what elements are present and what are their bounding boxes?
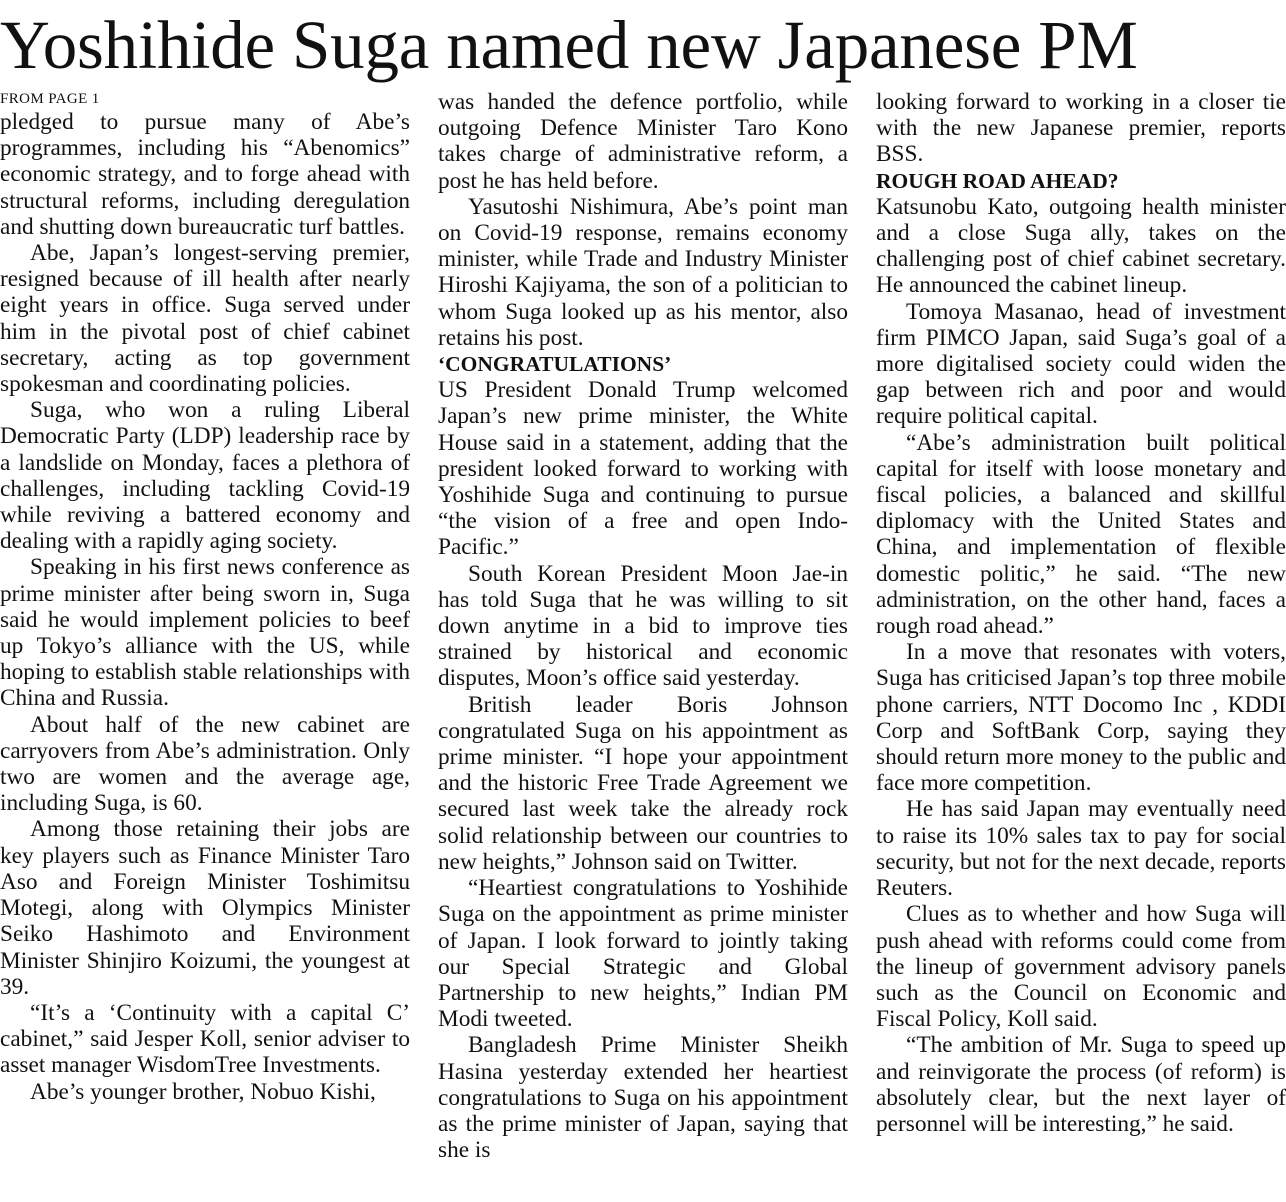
body-paragraph: was handed the defence portfolio, while outgoing Defence Minister Taro Kono takes charge of administrative reform, a post he has held before. — [438, 89, 848, 194]
body-paragraph: Speaking in his first news conference as prime minister after being sworn in, Suga said he would implement policies to beef up Tokyo’s alliance with the US, while hoping to establish stable relationships with China and Russia. — [0, 554, 410, 712]
body-paragraph: “Abe’s administration built political capital for itself with loose monetary and fiscal policies, a balanced and skillful diplomacy with the United States and China, and implementation of flexible domestic politic,” he said. “The new administration, on the other hand, faces a rough road ahead.” — [876, 429, 1286, 640]
body-paragraph: In a move that resonates with voters, Suga has criticised Japan’s top three mobile phone carriers, NTT Docomo Inc , KDDI Corp and SoftBank Corp, saying they should return more money to the public and face more competition. — [876, 639, 1286, 797]
body-paragraph: “Heartiest congratulations to Yoshihide Suga on the appointment as prime minister of Japan. I look forward to jointly taking our Special Strategic and Global Partnership to new heights,” Indian PM Modi tweeted. — [438, 875, 848, 1033]
subheading: ‘CONGRATULATIONS’ — [438, 352, 672, 377]
body-paragraph: South Korean President Moon Jae-in has told Suga that he was willing to sit down anytime in a bid to improve ties strained by historical and economic disputes, Moon’s office said yesterday. — [438, 560, 848, 692]
body-paragraph: “The ambition of Mr. Suga to speed up and reinvigorate the process (of reform) is absolutely clear, but the next layer of personnel will be interesting,” he said. — [876, 1032, 1286, 1137]
body-paragraph: Clues as to whether and how Suga will push ahead with reforms could come from the lineup of government advisory panels such as the Council on Economic and Fiscal Policy, Koll said. — [876, 901, 1286, 1033]
body-paragraph: Suga, who won a ruling Liberal Democratic Party (LDP) leadership race by a landslide on Monday, faces a plethora of challenges, including tackling Covid-19 while reviving a battered economy and dealing with a rapidly aging society. — [0, 397, 410, 555]
body-paragraph: British leader Boris Johnson congratulated Suga on his appointment as prime minister. “I hope your appointment and the historic Free Trade Agreement we secured last week take the already rock solid relationship between our countries to new heights,” Johnson said on Twitter. — [438, 691, 848, 875]
body-paragraph: Bangladesh Prime Minister Sheikh Hasina yesterday extended her heartiest congratulations to Suga on his appointment as the prime minister of Japan, saying that she is — [438, 1032, 848, 1164]
body-paragraph: Katsunobu Kato, outgoing health minister and a close Suga ally, takes on the challenging post of chief cabinet secretary. He announced the cabinet lineup. — [876, 193, 1286, 299]
body-paragraph: looking forward to working in a closer tie with the new Japanese premier, reports BSS. — [876, 89, 1286, 168]
continuation-kicker: FROM PAGE 1 — [0, 91, 100, 107]
body-paragraph: “It’s a ‘Continuity with a capital C’ cabinet,” said Jesper Koll, senior adviser to asset manager WisdomTree Investments. — [0, 999, 410, 1079]
body-paragraph: Among those retaining their jobs are key players such as Finance Minister Taro Aso and Foreign Minister Toshimitsu Motegi, along with Olympics Minister Seiko Hashimoto and Environment Minister Shinjiro Koizumi, the youngest at 39. — [0, 816, 410, 1000]
body-paragraph: US President Donald Trump welcomed Japan’s new prime minister, the White House said in a statement, adding that the president looked forward to working with Yoshihide Suga and continuing to pursue “the vision of a free and open Indo-Pacific.” — [438, 377, 848, 561]
subheading: ROUGH ROAD AHEAD? — [876, 168, 1119, 193]
article-column-2 — [438, 89, 848, 1163]
body-paragraph: pledged to pursue many of Abe’s programmes, including his “Abenomics” economic strategy, and to forge ahead with structural reforms, including deregulation and shutting down bureaucratic turf battles. — [0, 109, 410, 240]
body-paragraph: He has said Japan may eventually need to raise its 10% sales tax to pay for social security, but not for the next decade, reports Reuters. — [876, 796, 1286, 902]
body-paragraph: About half of the new cabinet are carryovers from Abe’s administration. Only two are women and the average age, including Suga, is 60. — [0, 711, 410, 817]
body-paragraph: Yasutoshi Nishimura, Abe’s point man on Covid-19 response, remains economy minister, while Trade and Industry Minister Hiroshi Kajiyama, the son of a politician to whom Suga looked up as his mentor, also retains his post. — [438, 193, 848, 351]
body-paragraph: Tomoya Masanao, head of investment firm PIMCO Japan, said Suga’s goal of a more digitalised society could widen the gap between rich and poor and would require political capital. — [876, 298, 1286, 430]
body-paragraph: Abe, Japan’s longest-serving premier, resigned because of ill health after nearly eight years in office. Suga served under him in the pivotal post of chief cabinet secretary, acting as top government spokesman and coordinating policies. — [0, 240, 410, 398]
body-paragraph: Abe’s younger brother, Nobuo Kishi, — [30, 1078, 376, 1105]
article-column-3 — [876, 89, 1286, 1137]
headline: Yoshihide Suga named new Japanese PM — [0, 7, 1138, 83]
article-column-1 — [0, 89, 410, 1105]
